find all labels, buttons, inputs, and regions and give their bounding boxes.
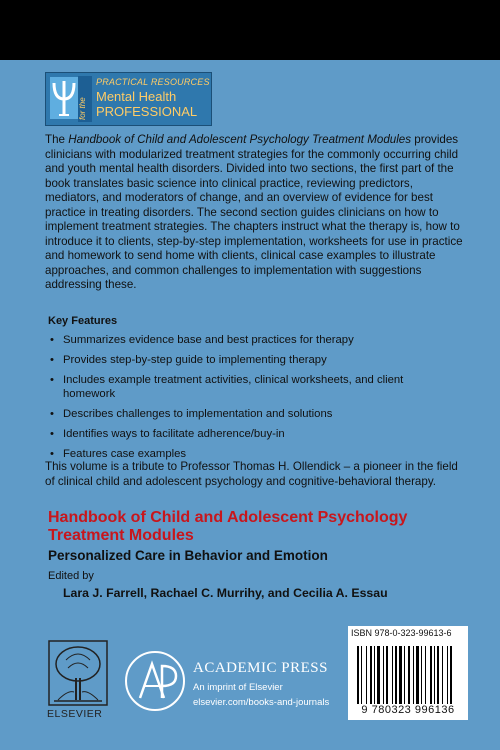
series-vertical-text: for the [78, 97, 87, 120]
barcode-box [348, 640, 468, 720]
list-item: • Provides step-by-step guide to implementing therapy [48, 353, 458, 367]
book-subtitle: Personalized Care in Behavior and Emotion [48, 548, 328, 563]
list-item: • Summarizes evidence base and best practices for therapy [48, 333, 458, 347]
list-item: • Identifies ways to facilitate adherence/buy-in [48, 427, 458, 441]
editors: Lara J. Farrell, Rachael C. Murrihy, and Cecilia A. Essau [63, 586, 388, 600]
description-book-title: Handbook of Child and Adolescent Psychology Treatment Modules [68, 133, 412, 146]
key-features-heading: Key Features [48, 315, 118, 327]
publisher-url: elsevier.com/books-and-journals [193, 697, 330, 708]
series-line-1: PRACTICAL RESOURCES [96, 77, 210, 87]
series-line-3: PROFESSIONAL [96, 104, 198, 119]
barcode-digits: 9 780323 996136 [361, 704, 455, 716]
imprint-of-text: An imprint of Elsevier [193, 682, 283, 693]
key-features-list [48, 333, 458, 467]
academic-press-logo-icon [124, 650, 186, 712]
elsevier-tree-icon [48, 640, 108, 706]
list-item: • Includes example treatment activities, clinical worksheets, and client homework [48, 373, 458, 401]
series-line-2: Mental Health [96, 89, 177, 104]
imprint-name: ACADEMIC PRESS [193, 660, 328, 676]
elsevier-wordmark: ELSEVIER [47, 708, 103, 720]
series-logo [45, 72, 212, 126]
barcode-icon [356, 646, 460, 704]
book-description: The Handbook of Child and Adolescent Psychology Treatment Modules provides clinicians with modularized treatment strategies for the commonly occurring child and youth mental health disorders. Divided into two sections, the first part of the book translates basic science into clinical practice, reviewing predictors, mediators, and moderators of change, and an overview of evidence for best practice in treating disorders. The second section guides clinicians on how to implement treatment strategies. The chapters instruct what the therapy is, how to introduce it to clients, step-by-step implementation, worksheets for use in practice and homework to send home with clients, clinical case examples to illustrate approaches, and common challenges to implementation with suggestions addressing these. [45, 133, 463, 291]
list-item: • Describes challenges to implementation and solutions [48, 407, 458, 421]
isbn-text: ISBN 978-0-323-99613-6 [348, 626, 468, 640]
book-title: Handbook of Child and Adolescent Psychology Treatment Modules [48, 509, 408, 544]
psi-icon [50, 77, 78, 119]
tribute-text: This volume is a tribute to Professor Thomas H. Ollendick – a pioneer in the field of clinical child and adolescent psychology and cognitive-behavioral therapy. [45, 460, 458, 488]
list-item: • Features case examples [48, 447, 458, 461]
edited-by-label: Edited by [48, 570, 94, 582]
top-black-band [0, 0, 500, 60]
